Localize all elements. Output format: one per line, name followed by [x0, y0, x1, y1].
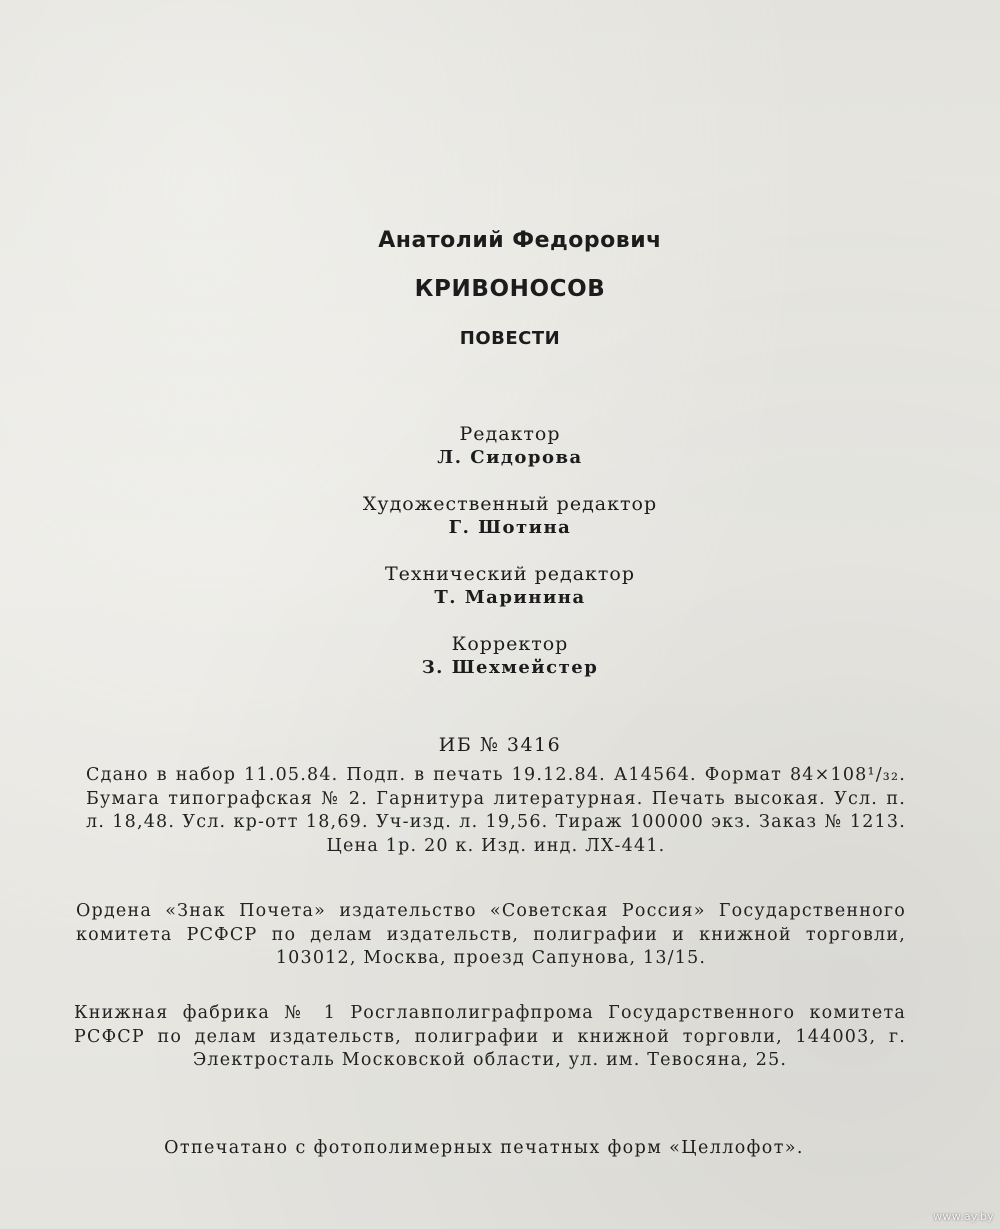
site-watermark: www.ay.by — [933, 1210, 994, 1223]
genre-label: ПОВЕСТИ — [459, 328, 561, 349]
credits-list — [10, 422, 1000, 702]
print-data-paragraph: Сдано в набор 11.05.84. Подп. в печать 19.12.84. А14564. Формат 84×108¹/₃₂. Бумага типографская № 2. Гарнитура литературная. Печать высокая. Усл. п. л. 18,48. Усл. кр-отт 18,69. Уч-изд. л. 19,56. Тираж 100000 экз. Заказ № 1213. Цена 1р. 20 к. Изд. инд. ЛХ-441. — [86, 765, 906, 856]
printed-note: Отпечатано с фотополимерных печатных форм «Целлофот». — [164, 1138, 804, 1158]
printing-factory-paragraph: Книжная фабрика № 1 Росглавполиграфпрома Государственного комитета РСФСР по делам издательств, полиграфии и книжной торговли, 144003, г. Электросталь Московской области, ул. им. Тевосяна, 25. — [74, 1003, 906, 1070]
ib-number: ИБ № 3416 — [438, 734, 562, 756]
credit-tech-editor — [10, 562, 1000, 610]
credit-role: Корректор — [451, 633, 569, 655]
author-name: Анатолий Федорович — [378, 228, 662, 253]
author-surname: КРИВОНОСОВ — [414, 276, 606, 302]
credit-proofreader — [10, 632, 1000, 680]
credit-role: Редактор — [459, 423, 561, 445]
credit-editor — [10, 422, 1000, 470]
publisher-paragraph: Ордена «Знак Почета» издательство «Советская Россия» Государственного комитета РСФСР по делам издательств, полиграфии и книжной торговли, 103012, Москва, проезд Сапунова, 13/15. — [76, 901, 906, 968]
credit-person: З. Шехмейстер — [421, 657, 599, 678]
credit-person: Л. Сидорова — [437, 447, 583, 468]
credit-art-editor — [10, 492, 1000, 540]
credit-role: Художественный редактор — [362, 493, 658, 515]
credit-person: Т. Маринина — [434, 587, 586, 608]
credit-person: Г. Шотина — [448, 517, 572, 538]
credit-role: Технический редактор — [384, 563, 636, 585]
